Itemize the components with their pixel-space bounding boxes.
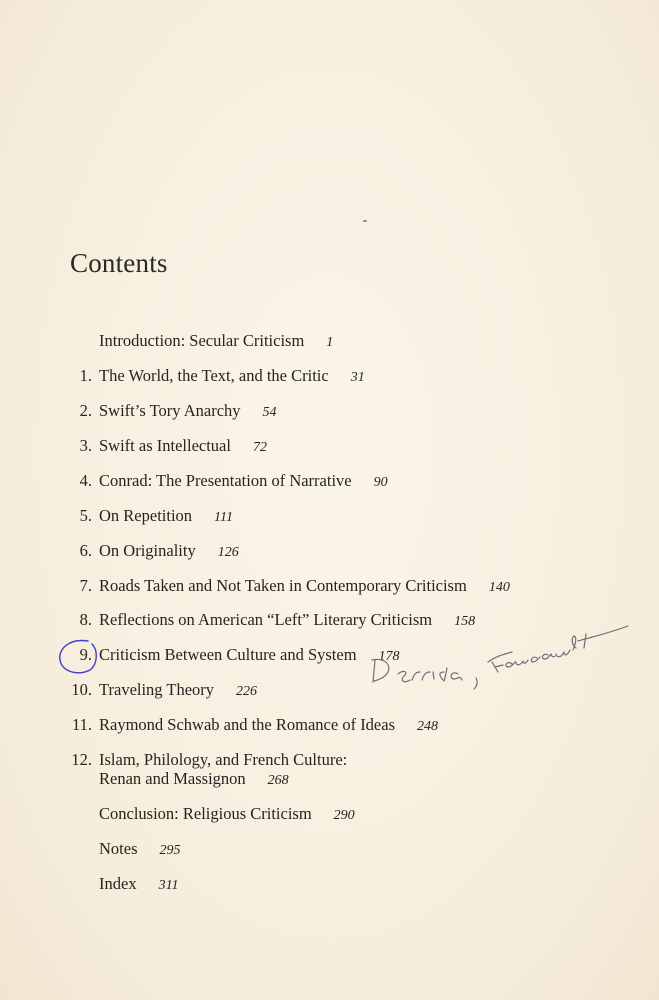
toc-title: Islam, Philology, and French Culture: [99,750,348,769]
handwritten-foucault [488,626,628,672]
page-speck [363,220,367,222]
toc-title: The World, the Text, and the Critic [99,366,329,385]
contents-heading: Contents [70,248,168,278]
toc-page: 90 [373,475,388,490]
toc-page: 111 [214,510,233,525]
toc-page: 178 [378,649,400,664]
toc-title: Roads Taken and Not Taken in Contemporary Criticism [99,576,467,595]
toc-page: 226 [236,684,258,699]
toc-number: 3. [79,436,92,455]
toc-page: 54 [262,405,277,420]
toc-number: 2. [79,401,92,420]
toc-page: 140 [488,580,510,595]
toc-title: Criticism Between Culture and System [99,645,357,664]
toc-page: 158 [454,614,476,629]
toc-number: 8. [79,610,92,629]
toc-page: 290 [333,808,355,823]
toc-title: Conclusion: Religious Criticism [99,804,312,823]
toc-number: 7. [79,576,92,595]
toc-title-continued: Renan and Massignon [99,769,246,788]
toc-title: Raymond Schwab and the Romance of Ideas [99,715,396,734]
toc-page: 295 [159,843,181,858]
toc-title: Swift’s Tory Anarchy [99,401,241,420]
toc-page: 248 [417,719,439,734]
toc-number: 11. [71,715,92,734]
toc-number: 12. [71,750,92,769]
toc-title: Conrad: The Presentation of Narrative [99,471,352,490]
toc-page: 126 [217,545,239,560]
toc-title: On Originality [99,541,196,560]
toc-number: 6. [79,541,92,560]
toc-page: 268 [267,773,289,788]
toc-page: 311 [158,878,179,893]
toc-number: 9. [79,645,92,664]
toc-number: 1. [79,366,92,385]
toc-number: 4. [79,471,92,490]
toc-number: 5. [79,506,92,525]
toc-page: 72 [252,440,267,455]
toc-title: Introduction: Secular Criticism [99,331,305,350]
toc-title: On Repetition [99,506,193,525]
toc-page: 31 [350,370,365,385]
toc-title: Index [99,874,137,893]
toc-number: 10. [71,680,92,699]
toc-title: Reflections on American “Left” Literary Criticism [99,610,433,629]
toc-page: 1 [326,335,334,350]
toc-title: Traveling Theory [99,680,215,699]
toc-title: Swift as Intellectual [99,436,231,455]
toc-title: Notes [99,839,138,858]
